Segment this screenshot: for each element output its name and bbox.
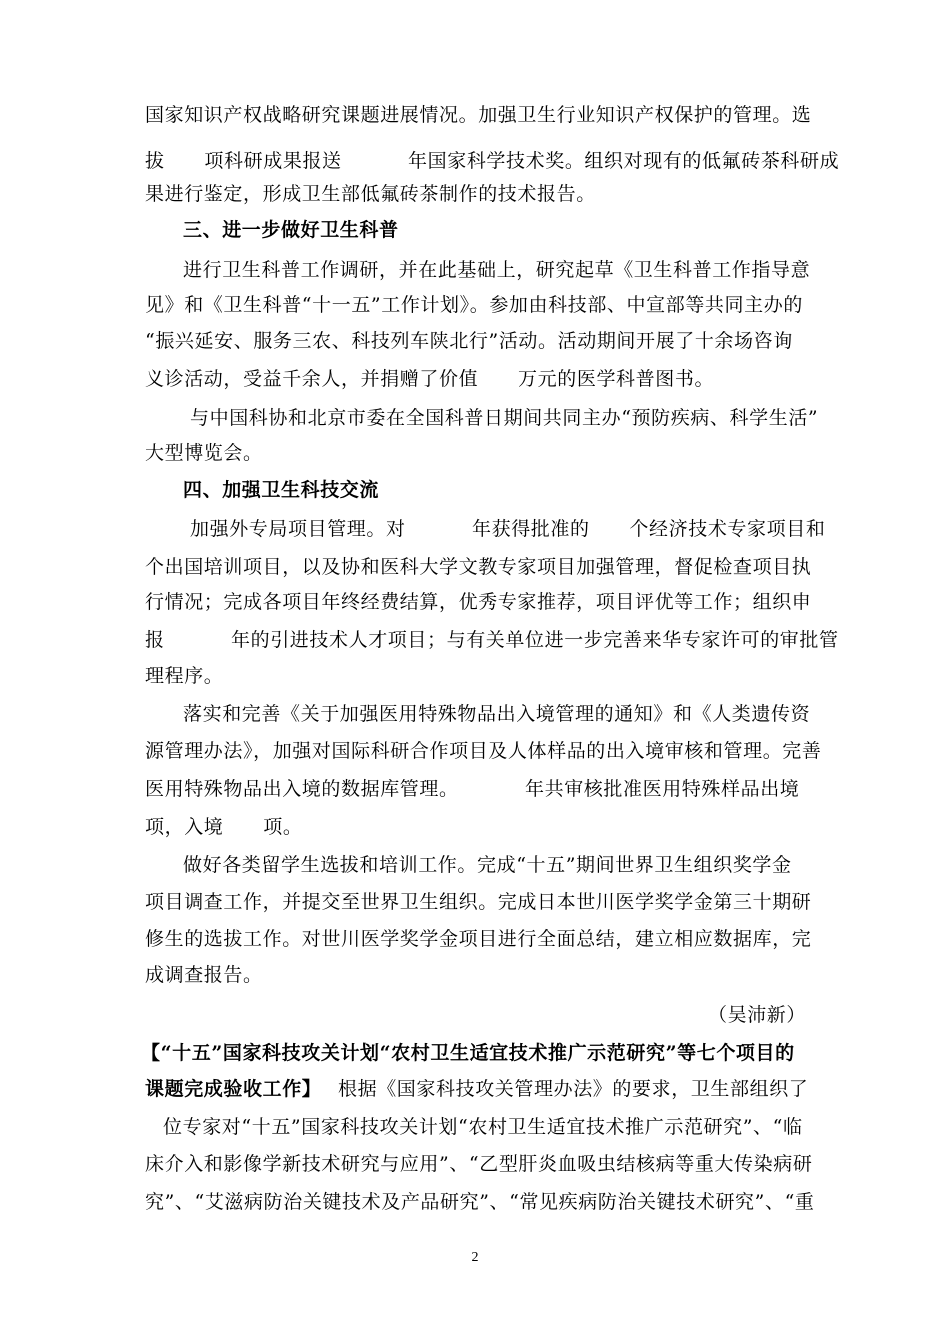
paragraph-line: 床介入和影像学新技术研究与应用”、“乙型肝炎血吸虫结核病等重大传染病研 [145, 1153, 813, 1175]
paragraph-line: 究”、“艾滋病防治关键技术及产品研究”、“常见疾病防治关键技术研究”、“重 [145, 1191, 815, 1213]
section-heading: 三、进一步做好卫生科普 [183, 219, 399, 241]
paragraph-line: 医用特殊物品出入境的数据库管理。 年共审核批准医用特殊样品出境 [145, 778, 800, 800]
paragraph-line: 见》和《卫生科普“十一五”工作计划》。参加由科技部、中宣部等共同主办的 [145, 294, 803, 316]
paragraph-line: 报 年的引进技术人才项目；与有关单位进一步完善来华专家许可的审批管 [145, 629, 839, 651]
paragraph-line: 加强外专局项目管理。对 年获得批准的 个经济技术专家项目和 [190, 518, 826, 540]
section-heading: 四、加强卫生科技交流 [183, 479, 380, 501]
paragraph-line: 位专家对“十五”国家科技攻关计划“农村卫生适宜技术推广示范研究”、“临 [163, 1116, 803, 1138]
bold-heading: 【“十五”国家科技攻关计划“农村卫生适宜技术推广示范研究”等七个项目的 [141, 1042, 795, 1064]
paragraph-line: 果进行鉴定，形成卫生部低氟砖茶制作的技术报告。 [145, 183, 596, 205]
paragraph-line: 进行卫生科普工作调研，并在此基础上，研究起草《卫生科普工作指导意 [183, 259, 811, 281]
paragraph-line: 理程序。 [145, 665, 224, 687]
paragraph-line: 义诊活动，受益千余人，并捐赠了价值 万元的医学科普图书。 [145, 368, 715, 390]
paragraph-line: 源管理办法》，加强对国际科研合作项目及人体样品的出入境审核和管理。完善 [145, 740, 822, 762]
paragraph-line: 拔 项科研成果报送 年国家科学技术奖。组织对现有的低氟砖茶科研成 [145, 150, 840, 172]
paragraph-line: 行情况；完成各项目年终经费结算，优秀专家推荐，项目评优等工作；组织申 [145, 591, 812, 613]
paragraph-line: 根据《国家科技攻关管理办法》的要求，卫生部组织了 [338, 1078, 809, 1100]
paragraph-line: 国家知识产权战略研究课题进展情况。加强卫生行业知识产权保护的管理。选 [145, 104, 812, 126]
paragraph-line: 项，入境 项。 [145, 816, 303, 838]
bold-heading: 课题完成验收工作】 [145, 1078, 322, 1100]
paragraph-line: 落实和完善《关于加强医用特殊物品出入境管理的通知》和《人类遗传资 [183, 703, 811, 725]
paragraph-line: “振兴延安、服务三农、科技列车陕北行”活动。活动期间开展了十余场咨询 [145, 330, 793, 352]
page-number: 2 [471, 1250, 479, 1265]
paragraph-line: 修生的选拔工作。对世川医学奖学金项目进行全面总结，建立相应数据库，完 [145, 928, 812, 950]
paragraph-line: 成调查报告。 [145, 964, 263, 986]
author-signature: （吴沛新） [708, 1004, 807, 1026]
paragraph-line: 项目调查工作，并提交至世界卫生组织。完成日本世川医学奖学金第三十期研 [145, 891, 812, 913]
paragraph-line: 个出国培训项目，以及协和医科大学文教专家项目加强管理，督促检查项目执 [145, 556, 812, 578]
paragraph-line: 与中国科协和北京市委在全国科普日期间共同主办“预防疾病、科学生活” [190, 407, 819, 429]
paragraph-line: 做好各类留学生选拔和培训工作。完成“十五”期间世界卫生组织奖学金 [183, 854, 792, 876]
paragraph-line: 大型博览会。 [145, 442, 263, 464]
